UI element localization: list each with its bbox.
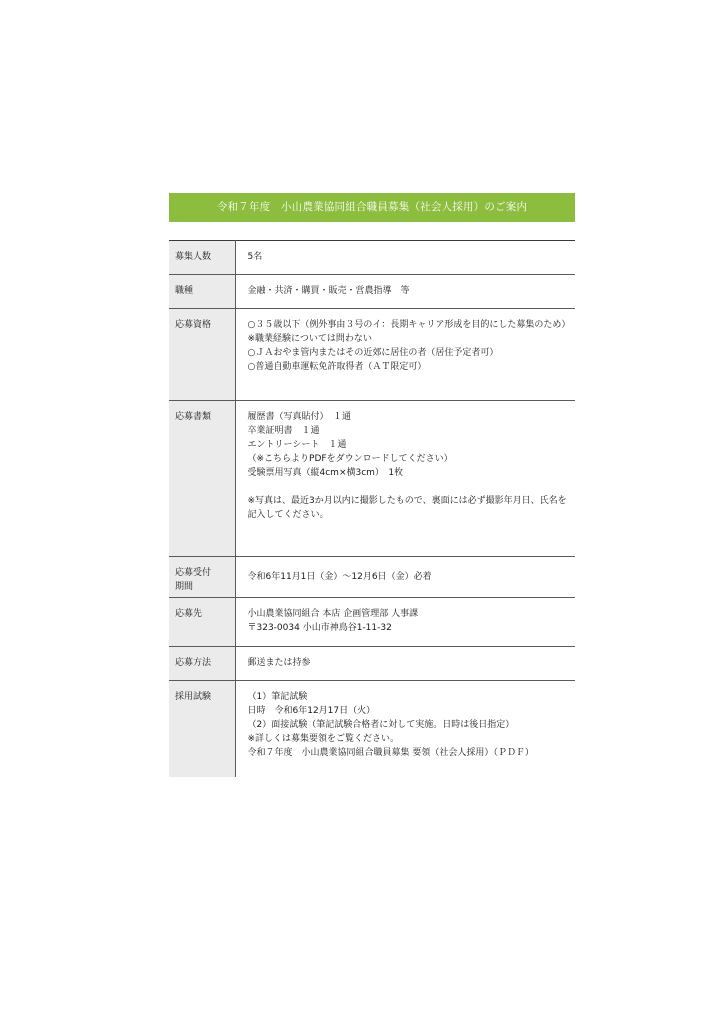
value-recruit-count: [235, 241, 575, 275]
exam-interview: （2）面接試験（筆記試験合格者に対して実施。日時は後日指定）: [247, 720, 515, 730]
document-pdf-download-note: （※こちらよりPDFをダウンロードしてください）: [247, 454, 453, 464]
label-period-line1: 応募受付: [175, 568, 212, 578]
recruitment-document: [169, 193, 575, 777]
value-job-type: [235, 275, 575, 309]
document-graduation-certificate: 卒業証明書 １通: [247, 426, 320, 436]
qualification-residence: ○ＪＡおやま管内またはその近郊に居住の者（居住予定者可）: [247, 348, 499, 358]
job-type-text: 金融・共済・購買・販売・営農指導 等: [247, 286, 410, 296]
label-documents: 応募書類: [169, 401, 235, 557]
spacer: [169, 222, 575, 240]
label-job-type: 職種: [169, 275, 235, 309]
label-recruit-count: 募集人数: [169, 241, 235, 275]
method-text: 郵送または持参: [247, 658, 311, 668]
row-job-type: [169, 275, 575, 309]
exam-written-date: 日時 令和6年12月17日（火）: [247, 706, 376, 716]
qualification-license: ○普通自動車運転免許取得者（ＡＴ限定可）: [247, 362, 427, 372]
recruitment-info-table: [169, 240, 575, 777]
exam-details-note: ※詳しくは募集要領をご覧ください。: [247, 734, 400, 744]
row-method: [169, 647, 575, 681]
document-entry-sheet: エントリーシート １通: [247, 440, 347, 450]
exam-written: （1）筆記試験: [247, 692, 308, 702]
document-photo: 受験票用写真（縦4cm×横3cm） 1枚: [247, 468, 404, 478]
period-text: 令和6年11月1日（金）～12月6日（金）必着: [247, 572, 432, 582]
qualification-experience: ※職業経験については問わない: [247, 334, 372, 344]
label-period: [169, 557, 235, 598]
document-title-banner: 令和７年度 小山農業協同組合職員募集（社会人採用）のご案内: [169, 193, 575, 222]
qualification-age: ○３５歳以下（例外事由３号のイ：長期キャリア形成を目的にした募集のため）: [247, 320, 571, 330]
blank-line: [248, 480, 574, 494]
row-qualifications: [169, 309, 575, 401]
value-exam: [235, 681, 575, 777]
document-photo-note: ※写真は、最近3か月以内に撮影したもので、裏面には必ず撮影年月日、氏名を記入してください。: [247, 496, 567, 520]
label-method: 応募方法: [169, 647, 235, 681]
label-qualifications: 応募資格: [169, 309, 235, 401]
row-documents: [169, 401, 575, 557]
exam-guideline-pdf: 令和７年度 小山農業協同組合職員募集 要領（社会人採用）（ＰＤＦ）: [247, 748, 534, 758]
value-documents: [235, 401, 575, 557]
label-exam: 採用試験: [169, 681, 235, 777]
row-exam: [169, 681, 575, 777]
recruit-count-text: 5名: [247, 252, 263, 262]
label-period-line2: 期間: [175, 582, 194, 592]
destination-office: 小山農業協同組合 本店 企画管理部 人事課: [247, 609, 419, 619]
label-destination: 応募先: [169, 598, 235, 647]
value-method: [235, 647, 575, 681]
value-destination: [235, 598, 575, 647]
row-period: [169, 557, 575, 598]
value-qualifications: [235, 309, 575, 401]
row-recruit-count: [169, 241, 575, 275]
destination-address: 〒323-0034 小山市神鳥谷1-11-32: [247, 623, 392, 633]
document-resume: 履歴書（写真貼付） １通: [247, 412, 352, 422]
value-period: [235, 557, 575, 598]
row-destination: [169, 598, 575, 647]
